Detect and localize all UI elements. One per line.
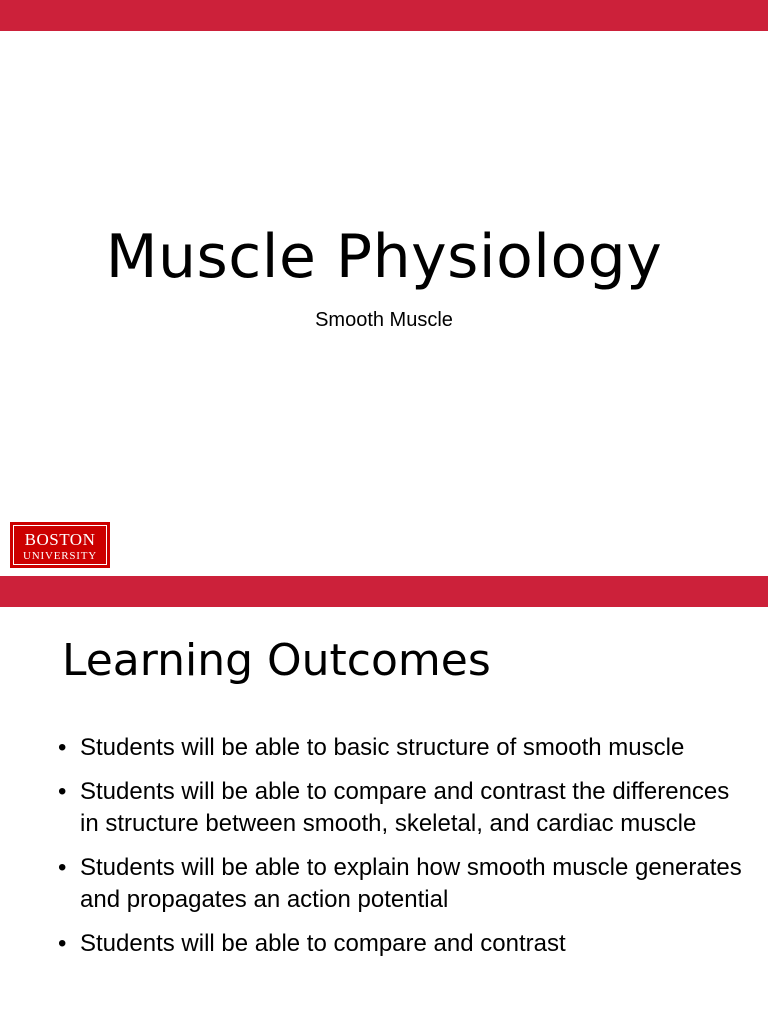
boston-university-logo [10,522,110,568]
bullet-text: Students will be able to compare and contrast the differences in structure between smooth, skeletal, and cardiac muscle [80,778,730,837]
slide-heading: Learning Outcomes [62,635,491,686]
bullet-point-icon: • [58,734,67,761]
slide-subtitle: Smooth Muscle [315,309,453,331]
logo-border [13,525,107,565]
bullet-text: Students will be able to compare and contrast [80,930,566,957]
slide-title: Muscle Physiology [105,222,663,292]
bullet-text: Students will be able to basic structure of smooth muscle [80,734,685,761]
bullet-item [58,732,748,764]
logo-line-1: BOSTON [24,530,96,549]
top-accent-bar [0,0,768,31]
top-accent-bar [0,576,768,607]
bullet-point-icon: • [58,778,67,805]
bullet-point-icon: • [58,930,67,957]
bullet-text: Students will be able to explain how smooth muscle generates and propagates an action potential [80,854,742,913]
bullet-list [58,732,748,972]
learning-outcomes-slide [0,576,768,1024]
bullet-item [58,776,748,840]
logo-line-2: UNIVERSITY [23,550,97,562]
bullet-point-icon: • [58,854,67,881]
bullet-item [58,852,748,916]
bullet-item [58,928,748,960]
